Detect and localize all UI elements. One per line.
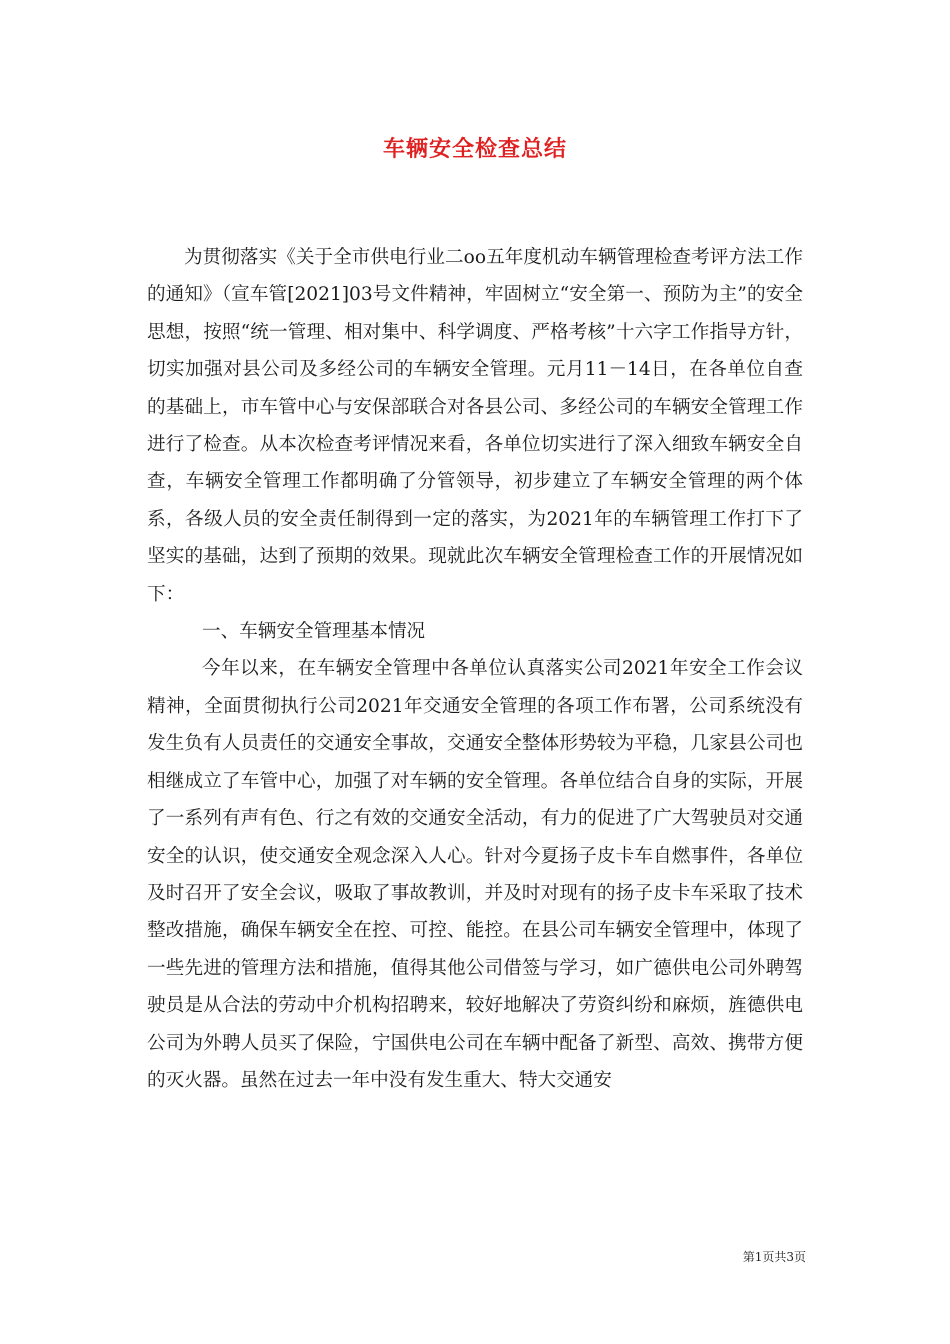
section-paragraph: 今年以来，在车辆安全管理中各单位认真落实公司2021年安全工作会议精神，全面贯彻执行公司2021年交通安全管理的各项工作布署，公司系统没有发生负有人员责任的交通安全事故，交通安全整体形势较为平稳，几家县公司也相继成立了车管中心，加强了对车辆的安全管理。各单位结合自身的实际，开展了一系列有声有色、行之有效的交通安全活动，有力的促进了广大驾驶员对交通安全的认识，使交通安全观念深入人心。针对今夏扬子皮卡车自燃事件，各单位及时召开了安全会议，吸取了事故教训，并及时对现有的扬子皮卡车采取了技术整改措施，确保车辆安全在控、可控、能控。在县公司车辆安全管理中，体现了一些先进的管理方法和措施，值得其他公司借签与学习，如广德供电公司外聘驾驶员是从合法的劳动中介机构招聘来，较好地解决了劳资纠纷和麻烦，旌德供电公司为外聘人员买了保险，宁国供电公司在车辆中配备了新型、高效、携带方便的灭火器。虽然在过去一年中没有发生重大、特大交通安 (147, 658, 803, 1091)
document-body (147, 239, 803, 1099)
document-title: 车辆安全检查总结 (382, 136, 567, 162)
intro-paragraph: 为贯彻落实《关于全市供电行业二oo五年度机动车辆管理检查考评方法工作的通知》（宣车管[2021]03号文件精神，牢固树立“安全第一、预防为主”的安全思想，按照“统一管理、相对集中、科学调度、严格考核”十六字工作指导方针，切实加强对县公司及多经公司的车辆安全管理。元月11－14日，在各单位自查的基础上，市车管中心与安保部联合对各县公司、多经公司的车辆安全管理工作进行了检查。从本次检查考评情况来看，各单位切实进行了深入细致车辆安全自查，车辆安全管理工作都明确了分管领导，初步建立了车辆安全管理的两个体系，各级人员的安全责任制得到一定的落实，为2021年的车辆管理工作打下了坚实的基础，达到了预期的效果。现就此次车辆安全管理检查工作的开展情况如下： (147, 247, 803, 605)
page-number: 第1页共3页 (742, 1250, 806, 1264)
section-heading: 一、车辆安全管理基本情况 (202, 621, 426, 643)
